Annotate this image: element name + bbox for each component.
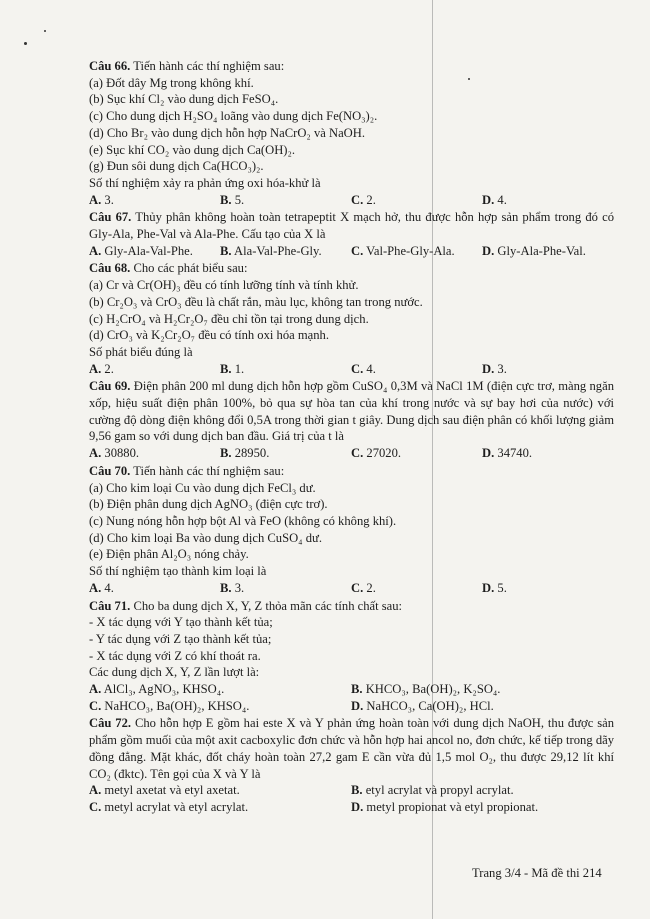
option-d[interactable]	[351, 799, 613, 816]
question-label: Câu 70.	[89, 463, 131, 478]
question-stem	[89, 463, 614, 480]
option-c[interactable]	[351, 580, 482, 597]
option-b[interactable]	[351, 681, 613, 698]
question-stem	[89, 378, 614, 445]
option-c[interactable]	[89, 698, 351, 715]
question-item: (a) Cho kim loại Cu vào dung dịch FeCl₃ dư.	[89, 480, 316, 495]
question-item: - X tác dụng với Y tạo thành kết tủa;	[89, 615, 273, 630]
question-66	[89, 58, 614, 208]
option-a[interactable]	[89, 445, 220, 462]
option-letter: C.	[351, 361, 364, 376]
option-a[interactable]	[89, 580, 220, 597]
option-letter: A.	[89, 783, 102, 798]
option-c[interactable]	[351, 361, 482, 378]
question-label: Câu 67.	[89, 210, 132, 225]
question-stem	[89, 260, 614, 277]
option-text: 2.	[101, 361, 114, 376]
option-text: metyl axetat và etyl axetat.	[101, 783, 240, 798]
question-item: - X tác dụng với Z có khí thoát ra.	[89, 648, 261, 663]
option-letter: D.	[482, 580, 495, 595]
question-item: (c) H₂CrO₄ và H₂Cr₂O₇ đều chỉ tồn tại trong dung dịch.	[89, 311, 369, 326]
option-letter: B.	[220, 446, 232, 461]
option-text: AlCl₃, AgNO₃, KHSO₄.	[101, 682, 225, 697]
option-b[interactable]	[220, 361, 351, 378]
option-c[interactable]	[351, 445, 482, 462]
question-72	[89, 715, 614, 815]
option-letter: D.	[482, 192, 495, 207]
question-text: Cho các phát biểu sau:	[130, 261, 248, 276]
question-item: (d) CrO₃ và K₂Cr₂O₇ đều có tính oxi hóa mạnh.	[89, 328, 330, 343]
answer-options	[89, 243, 614, 260]
question-item: Số thí nghiệm xảy ra phản ứng oxi hóa-khử là	[89, 175, 321, 190]
option-c[interactable]	[89, 799, 351, 816]
option-letter: C.	[351, 446, 364, 461]
question-label: Câu 71.	[89, 598, 131, 613]
question-stem	[89, 58, 614, 75]
question-text: Cho hỗn hợp E gồm hai este X và Y phản ứng hoàn toàn với dung dịch NaOH, thu được sản phẩm gồm muối của một axit cacboxylic đơn chức và hỗn hợp hai ancol no, đơn chức, kế tiếp trong dãy đồng đẳng. Mặt khác, đốt cháy hoàn toàn 27,2 gam E cần vừa đủ 1,5 mol O₂, thu được 29,12 lít khí CO₂ (đktc). Tên gọi của X và Y là	[89, 716, 614, 781]
option-letter: D.	[351, 698, 364, 713]
option-text: KHCO₃, Ba(OH)₂, K₂SO₄.	[362, 682, 501, 697]
option-text: metyl propionat và etyl propionat.	[363, 799, 539, 814]
option-letter: B.	[220, 243, 232, 258]
question-item: - Y tác dụng với Z tạo thành kết tủa;	[89, 631, 272, 646]
option-d[interactable]	[482, 361, 613, 378]
question-67	[89, 209, 614, 259]
option-text: 4.	[494, 192, 507, 207]
option-text: 30880.	[101, 446, 140, 461]
answer-options	[89, 361, 614, 378]
question-text: Tiến hành các thí nghiệm sau:	[130, 59, 285, 73]
option-letter: D.	[482, 446, 495, 461]
option-d[interactable]	[482, 580, 613, 597]
option-letter: A.	[89, 361, 102, 376]
question-text: Cho ba dung dịch X, Y, Z thỏa mãn các tính chất sau:	[130, 598, 403, 613]
option-d[interactable]	[482, 243, 613, 260]
question-list	[89, 58, 614, 817]
question-stem	[89, 209, 614, 242]
option-b[interactable]	[220, 445, 351, 462]
ink-speck	[24, 42, 27, 45]
question-item: Các dung dịch X, Y, Z lần lượt là:	[89, 665, 260, 680]
option-text: 2.	[363, 580, 376, 595]
option-a[interactable]	[89, 192, 220, 209]
answer-options	[89, 782, 614, 815]
option-letter: A.	[89, 243, 102, 258]
option-text: 4.	[363, 361, 376, 376]
question-item: (a) Cr và Cr(OH)₃ đều có tính lưỡng tính và tính khử.	[89, 278, 359, 293]
question-item: (a) Đốt dây Mg trong không khí.	[89, 75, 254, 90]
option-text: 27020.	[363, 446, 402, 461]
question-text: Điện phân 200 ml dung dịch hỗn hợp gồm CuSO₄ 0,3M và NaCl 1M (điện cực trơ, màng ngăn xốp, hiệu suất điện phân 100%, bỏ qua sự hòa tan của khí trong nước và sự bay hơi của nước) với cường độ dòng điện không đổi 0,5A trong thời gian t giây. Dung dịch sau điện phân có khối lượng giảm 9,56 gam so với dung dịch ban đầu. Giá trị của t là	[89, 379, 614, 444]
question-stem	[89, 715, 614, 782]
option-b[interactable]	[351, 782, 613, 799]
question-item: (d) Cho Br₂ vào dung dịch hỗn hợp NaCrO₂ và NaOH.	[89, 125, 366, 140]
question-label: Câu 68.	[89, 261, 131, 276]
option-a[interactable]	[89, 243, 220, 260]
option-a[interactable]	[89, 361, 220, 378]
option-letter: D.	[351, 799, 364, 814]
option-text: 3.	[231, 580, 245, 595]
option-letter: B.	[351, 783, 363, 798]
option-text: 28950.	[231, 446, 270, 461]
option-text: 1.	[231, 361, 245, 376]
question-68	[89, 260, 614, 377]
option-text: 34740.	[494, 446, 533, 461]
question-item: Số phát biểu đúng là	[89, 344, 193, 359]
option-d[interactable]	[482, 445, 613, 462]
answer-options	[89, 580, 614, 597]
question-item: (c) Nung nóng hỗn hợp bột Al và FeO (không có không khí).	[89, 513, 397, 528]
option-c[interactable]	[351, 192, 482, 209]
question-item: Số thí nghiệm tạo thành kim loại là	[89, 564, 267, 579]
question-71	[89, 598, 614, 715]
option-text: 5.	[231, 192, 245, 207]
question-item: (g) Đun sôi dung dịch Ca(HCO₃)₂.	[89, 159, 264, 174]
option-text: 3.	[101, 192, 114, 207]
option-d[interactable]	[351, 698, 613, 715]
option-letter: D.	[482, 361, 495, 376]
option-letter: B.	[220, 192, 232, 207]
option-text: Ala-Val-Phe-Gly.	[231, 243, 322, 258]
answer-options	[89, 681, 614, 714]
option-b[interactable]	[220, 580, 351, 597]
option-letter: B.	[220, 361, 232, 376]
question-item: (b) Điện phân dung dịch AgNO₃ (điện cực trơ).	[89, 497, 328, 512]
option-text: NaHCO₃, Ba(OH)₂, KHSO₄.	[101, 698, 250, 713]
option-text: Gly-Ala-Val-Phe.	[101, 243, 193, 258]
question-item: (b) Cr₂O₃ và CrO₃ đều là chất rắn, màu lục, không tan trong nước.	[89, 294, 423, 309]
option-text: Val-Phe-Gly-Ala.	[363, 243, 455, 258]
question-text: Tiến hành các thí nghiệm sau:	[130, 463, 285, 478]
option-c[interactable]	[351, 243, 482, 260]
option-letter: A.	[89, 446, 102, 461]
option-b[interactable]	[220, 192, 351, 209]
ink-speck	[44, 30, 46, 32]
option-d[interactable]	[482, 192, 613, 209]
option-text: 5.	[494, 580, 507, 595]
question-label: Câu 72.	[89, 716, 132, 731]
question-item: (e) Điện phân Al₂O₃ nóng chảy.	[89, 547, 249, 562]
option-letter: A.	[89, 580, 102, 595]
option-text: etyl acrylat và propyl acrylat.	[362, 783, 514, 798]
option-letter: A.	[89, 682, 102, 697]
option-text: 3.	[494, 361, 507, 376]
option-letter: B.	[351, 682, 363, 697]
option-letter: C.	[351, 580, 364, 595]
question-label: Câu 66.	[89, 59, 131, 73]
option-letter: C.	[351, 192, 364, 207]
option-letter: C.	[89, 799, 102, 814]
option-a[interactable]	[89, 681, 351, 698]
question-label: Câu 69.	[89, 379, 131, 394]
option-text: NaHCO₃, Ca(OH)₂, HCl.	[363, 698, 494, 713]
question-70	[89, 463, 614, 597]
option-a[interactable]	[89, 782, 351, 799]
option-text: metyl acrylat và etyl acrylat.	[101, 799, 249, 814]
option-text: 4.	[101, 580, 114, 595]
option-letter: A.	[89, 192, 102, 207]
page-footer: Trang 3/4 - Mã đề thi 214	[472, 866, 602, 880]
option-b[interactable]	[220, 243, 351, 260]
question-stem	[89, 598, 614, 615]
answer-options	[89, 445, 614, 462]
option-text: 2.	[363, 192, 376, 207]
option-text: Gly-Ala-Phe-Val.	[494, 243, 586, 258]
answer-options	[89, 192, 614, 209]
option-letter: B.	[220, 580, 232, 595]
question-item: (d) Cho kim loại Ba vào dung dịch CuSO₄ dư.	[89, 530, 322, 545]
option-letter: C.	[89, 698, 102, 713]
question-item: (c) Cho dung dịch H₂SO₄ loãng vào dung dịch Fe(NO₃)₂.	[89, 109, 378, 124]
question-item: (e) Sục khí CO₂ vào dung dịch Ca(OH)₂.	[89, 142, 296, 157]
option-letter: C.	[351, 243, 364, 258]
question-item: (b) Sục khí Cl₂ vào dung dịch FeSO₄.	[89, 92, 279, 107]
question-69	[89, 378, 614, 462]
question-text: Thủy phân không hoàn toàn tetrapeptit X mạch hở, thu được hỗn hợp sản phẩm trong đó có Gly-Ala, Phe-Val và Ala-Phe. Cấu tạo của X là	[89, 210, 614, 242]
option-letter: D.	[482, 243, 495, 258]
